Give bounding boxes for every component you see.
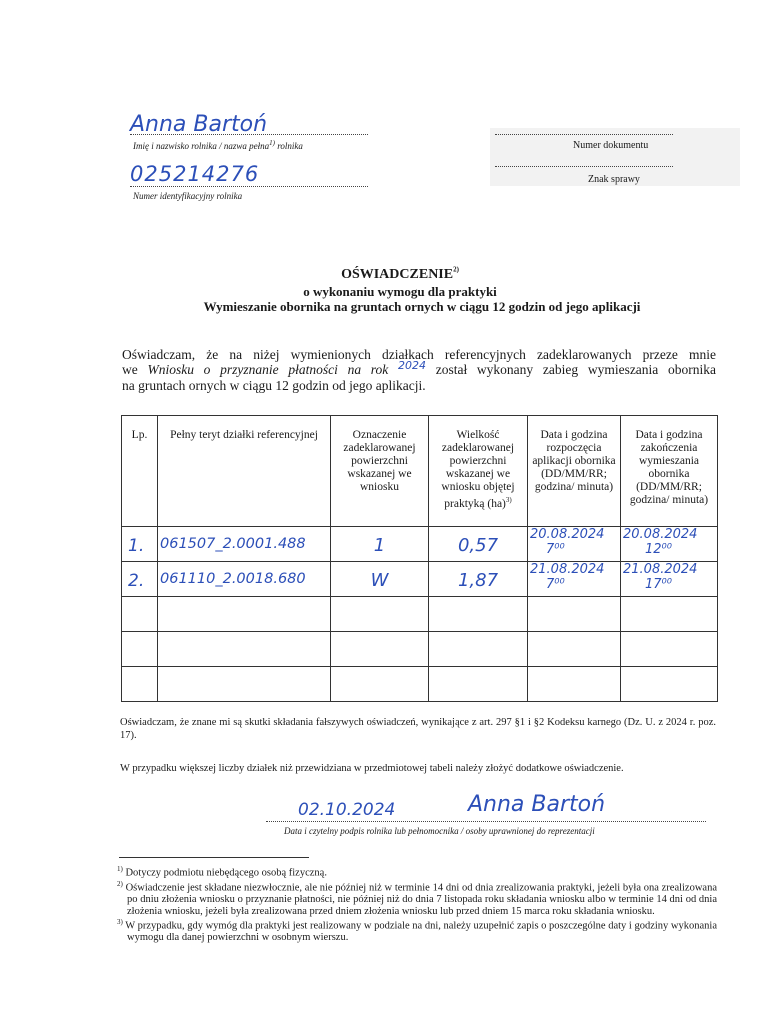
footnote-separator: [119, 857, 309, 858]
header-wielkosc: Wielkość zadeklarowanej powierzchni wskazanej we wniosku objętej praktyką (ha)$^{3)}$: [429, 416, 528, 527]
farmer-id-label: Numer identyfikacyjny rolnika: [133, 191, 243, 201]
row2-lp: 2.: [128, 571, 145, 591]
table-row: [122, 562, 718, 597]
document-subtitle-1: o wykonaniu wymogu dla praktyki: [303, 284, 497, 299]
header-teryt: Pełny teryt działki referencyjnej: [158, 416, 331, 527]
table-row-empty: [122, 597, 718, 632]
farmer-name-handwritten: Anna Bartoń: [130, 112, 268, 137]
signature-handwritten: Anna Bartoń: [468, 792, 606, 817]
row1-wielkosc: 0,57: [457, 535, 499, 556]
row2-teryt: 061110_2.0018.680: [160, 571, 306, 587]
legal-declaration: Oświadczam, że znane mi są skutki składania fałszywych oświadczeń, wynikające z art. 297 §1 i §2 Kodeksu karnego (Dz. U. z 2024 r. poz. 17).: [120, 717, 716, 741]
signature-line: [266, 821, 706, 822]
statement-paragraph: Oświadczam, że na niżej wymienionych działkach referencyjnych zadeklarowanych przeze mnie we Wniosku o przyznanie płatności na rok $^{2024}$ został wykonany zabieg wymieszania obornika na gruntach ornych w ciągu 12 godzin od jego aplikacji.: [122, 347, 716, 393]
header-oznaczenie: Oznaczenie zadeklarowanej powierzchni wskazanej we wniosku: [331, 416, 429, 527]
table-row-empty: [122, 667, 718, 702]
row2-oznaczenie: W: [370, 570, 389, 591]
row2-start-date: 21.08.2024: [530, 562, 605, 577]
case-mark-line: [495, 166, 673, 167]
row2-end-date: 21.08.2024: [623, 562, 698, 577]
footnotes: $^{1)}$ Dotyczy podmiotu niebędącego osobą fizyczną. $^{2)}$ Oświadczenie jest składane niezwłocznie, ale nie później niż w terminie 14 dni od dnia zrealizowania praktyki, jeżeli była ona zrealizowana po dniu złożenia wniosku o przyznanie płatności, nie później niż do dnia 7 listopada roku składania wniosku albo w terminie 14 dni od dnia złożenia wniosku, jeżeli była zrealizowana przed dniem złożenia wniosku lub przed dniem 15 marca roku składania wniosku. $^{3)}$ W przypadku, gdy wymóg dla praktyki jest realizowany w podziale na dni, należy uzupełnić zapis o poszczególne daty i godziny wykonania wymogu dla danej powierzchni w osobnym wierszu.: [117, 865, 718, 943]
row1-start-date: 20.08.2024: [530, 527, 605, 542]
row2-start-time: 7⁰⁰: [546, 577, 565, 592]
header-start: Data i godzina rozpoczęcia aplikacji obornika (DD/MM/RR; godzina/ minuta): [528, 416, 621, 527]
document-number-line: [495, 134, 673, 135]
row1-teryt: 061507_2.0001.488: [160, 536, 306, 552]
year-handwritten: 2024: [398, 359, 426, 372]
row1-end-date: 20.08.2024: [623, 527, 698, 542]
farmer-id-line: [130, 186, 368, 187]
table-header-row: [122, 416, 718, 527]
row1-start-time: 7⁰⁰: [546, 542, 565, 557]
row1-end-time: 12⁰⁰: [645, 542, 672, 557]
row2-wielkosc: 1,87: [457, 570, 499, 591]
farmer-name-line: [130, 134, 368, 135]
table-row-empty: [122, 632, 718, 667]
row2-end-time: 17⁰⁰: [645, 577, 672, 592]
document-subtitle-2: Wymieszanie obornika na gruntach ornych w ciągu 12 godzin od jego aplikacji: [203, 299, 641, 314]
farmer-id-handwritten: 025214276: [130, 162, 260, 186]
row1-lp: 1.: [128, 536, 145, 556]
signature-date-handwritten: 02.10.2024: [298, 800, 396, 820]
more-plots-note: W przypadku większej liczby działek niż przewidziana w przedmiotowej tabeli należy złożyć dodatkowe oświadczenie.: [120, 763, 624, 774]
row1-oznaczenie: 1: [373, 535, 386, 556]
document-title: OŚWIADCZENIE$^{2)}$: [341, 265, 459, 282]
header-lp: Lp.: [122, 416, 158, 527]
table-row: [122, 527, 718, 562]
plots-table: [121, 415, 718, 702]
header-end: Data i godzina zakończenia wymieszania obornika (DD/MM/RR; godzina/ minuta): [621, 416, 718, 527]
farmer-name-label: Imię i nazwisko rolnika / nazwa pełna$^{1)}$ rolnika: [133, 139, 303, 151]
case-mark-label: Znak sprawy: [588, 174, 640, 185]
signature-label: Data i czytelny podpis rolnika lub pełnomocnika / osoby uprawnionej do reprezentacji: [284, 826, 595, 836]
